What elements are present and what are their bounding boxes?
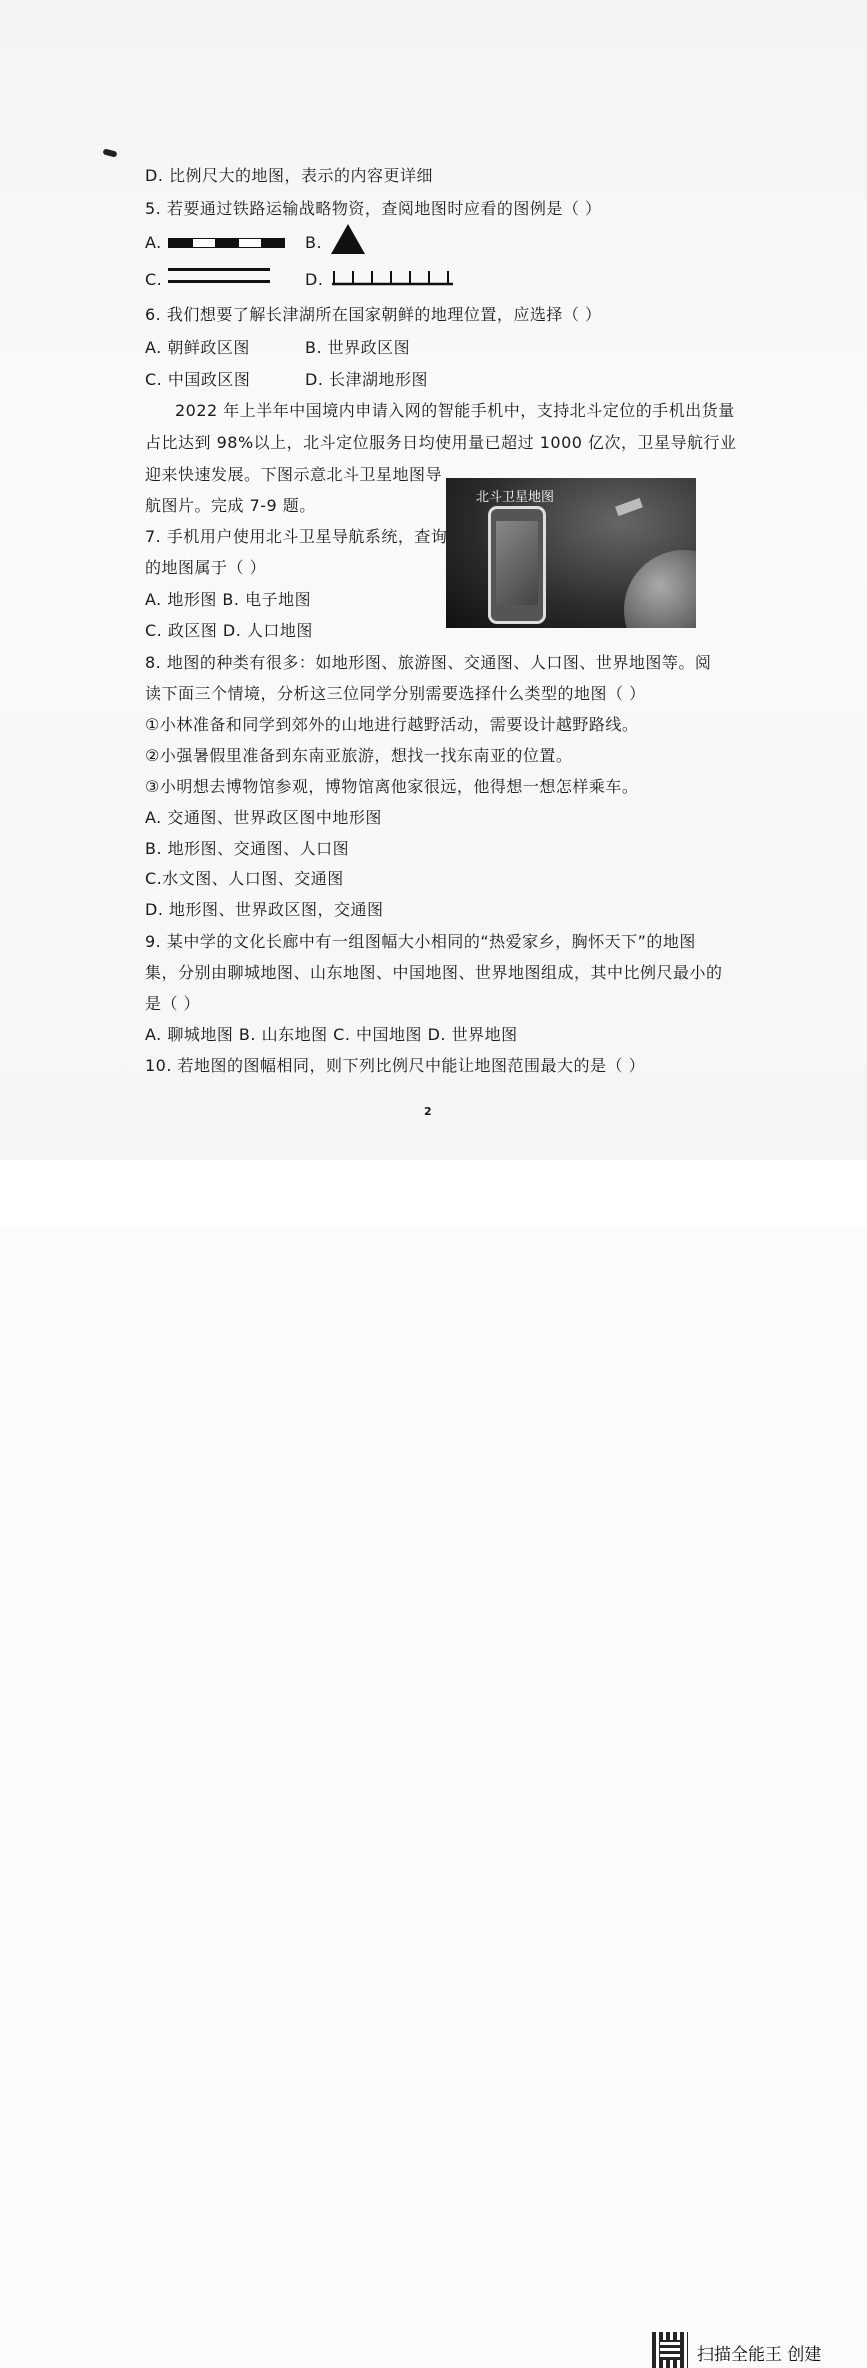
passage-line-4: 航图片。完成 7-9 题。 (145, 496, 316, 515)
passage-line-3: 迎来快速发展。下图示意北斗卫星地图导 (145, 465, 443, 484)
question-7-line-1: 7. 手机用户使用北斗卫星导航系统，查询 (145, 527, 448, 546)
q6-option-d: D. 长津湖地形图 (305, 370, 428, 389)
q8-scenario-2: ②小强暑假里准备到东南亚旅游，想找一找东南亚的位置。 (145, 746, 573, 765)
beidou-map-image (446, 478, 696, 628)
boundary-tick-symbol (330, 265, 455, 287)
q9-options: A. 聊城地图 B. 山东地图 C. 中国地图 D. 世界地图 (145, 1025, 518, 1044)
q5-option-b-label: B. (305, 233, 323, 252)
scanner-watermark: 扫描全能王 创建 (697, 2345, 822, 2365)
q6-option-a: A. 朝鲜政区图 (145, 338, 250, 357)
question-9-line-3: 是（ ） (145, 994, 201, 1013)
question-9-line-1: 9. 某中学的文化长廊中有一组图幅大小相同的“热爱家乡，胸怀天下”的地图 (145, 932, 696, 951)
question-5: 5. 若要通过铁路运输战略物资，查阅地图时应看的图例是（ ） (145, 199, 602, 218)
qr-code-icon (652, 2332, 688, 2368)
question-8-line-1: 8. 地图的种类有很多：如地形图、旅游图、交通图、人口图、世界地图等。阅 (145, 653, 712, 672)
double-line-symbol-bottom (168, 280, 270, 283)
question-8-line-2: 读下面三个情境，分析这三位同学分别需要选择什么类型的地图（ ） (145, 684, 646, 703)
q6-option-c: C. 中国政区图 (145, 370, 251, 389)
page-number: 2 (424, 1105, 432, 1118)
q7-options-ab: A. 地形图 B. 电子地图 (145, 590, 312, 609)
question-7-line-2: 的地图属于（ ） (145, 558, 267, 577)
q8-scenario-1: ①小林准备和同学到郊外的山地进行越野活动，需要设计越野路线。 (145, 715, 639, 734)
q5-option-a-label: A. (145, 233, 162, 252)
phone-icon (488, 506, 546, 624)
passage-line-1: 2022 年上半年中国境内申请入网的智能手机中，支持北斗定位的手机出货量 (175, 401, 735, 420)
question-9-line-2: 集，分别由聊城地图、山东地图、中国地图、世界地图组成，其中比例尺最小的 (145, 963, 723, 982)
triangle-symbol (330, 222, 366, 256)
q4-option-d: D. 比例尺大的地图，表示的内容更详细 (145, 166, 433, 185)
q8-option-a: A. 交通图、世界政区图中地形图 (145, 808, 382, 827)
ink-mark (102, 148, 117, 157)
globe-icon (624, 550, 696, 628)
q8-option-d: D. 地形图、世界政区图，交通图 (145, 900, 384, 919)
q5-option-d-label: D. (305, 270, 324, 289)
scanner-footer (0, 1160, 867, 2365)
q8-option-b: B. 地形图、交通图、人口图 (145, 839, 350, 858)
q5-option-c-label: C. (145, 270, 163, 289)
q8-option-c: C.水文图、人口图、交通图 (145, 869, 344, 888)
q7-options-cd: C. 政区图 D. 人口地图 (145, 621, 313, 640)
passage-line-2: 占比达到 98%以上，北斗定位服务日均使用量已超过 1000 亿次，卫星导航行业 (145, 433, 737, 452)
map-image-title: 北斗卫星地图 (476, 490, 555, 505)
exam-page (0, 0, 867, 1160)
question-6: 6. 我们想要了解长津湖所在国家朝鲜的地理位置，应选择（ ） (145, 305, 602, 324)
q6-option-b: B. 世界政区图 (305, 338, 411, 357)
question-10: 10. 若地图的图幅相同，则下列比例尺中能让地图范围最大的是（ ） (145, 1056, 646, 1075)
railway-symbol (168, 238, 285, 248)
double-line-symbol-top (168, 268, 270, 271)
satellite-icon (615, 498, 643, 516)
q8-scenario-3: ③小明想去博物馆参观，博物馆离他家很远，他得想一想怎样乘车。 (145, 777, 639, 796)
